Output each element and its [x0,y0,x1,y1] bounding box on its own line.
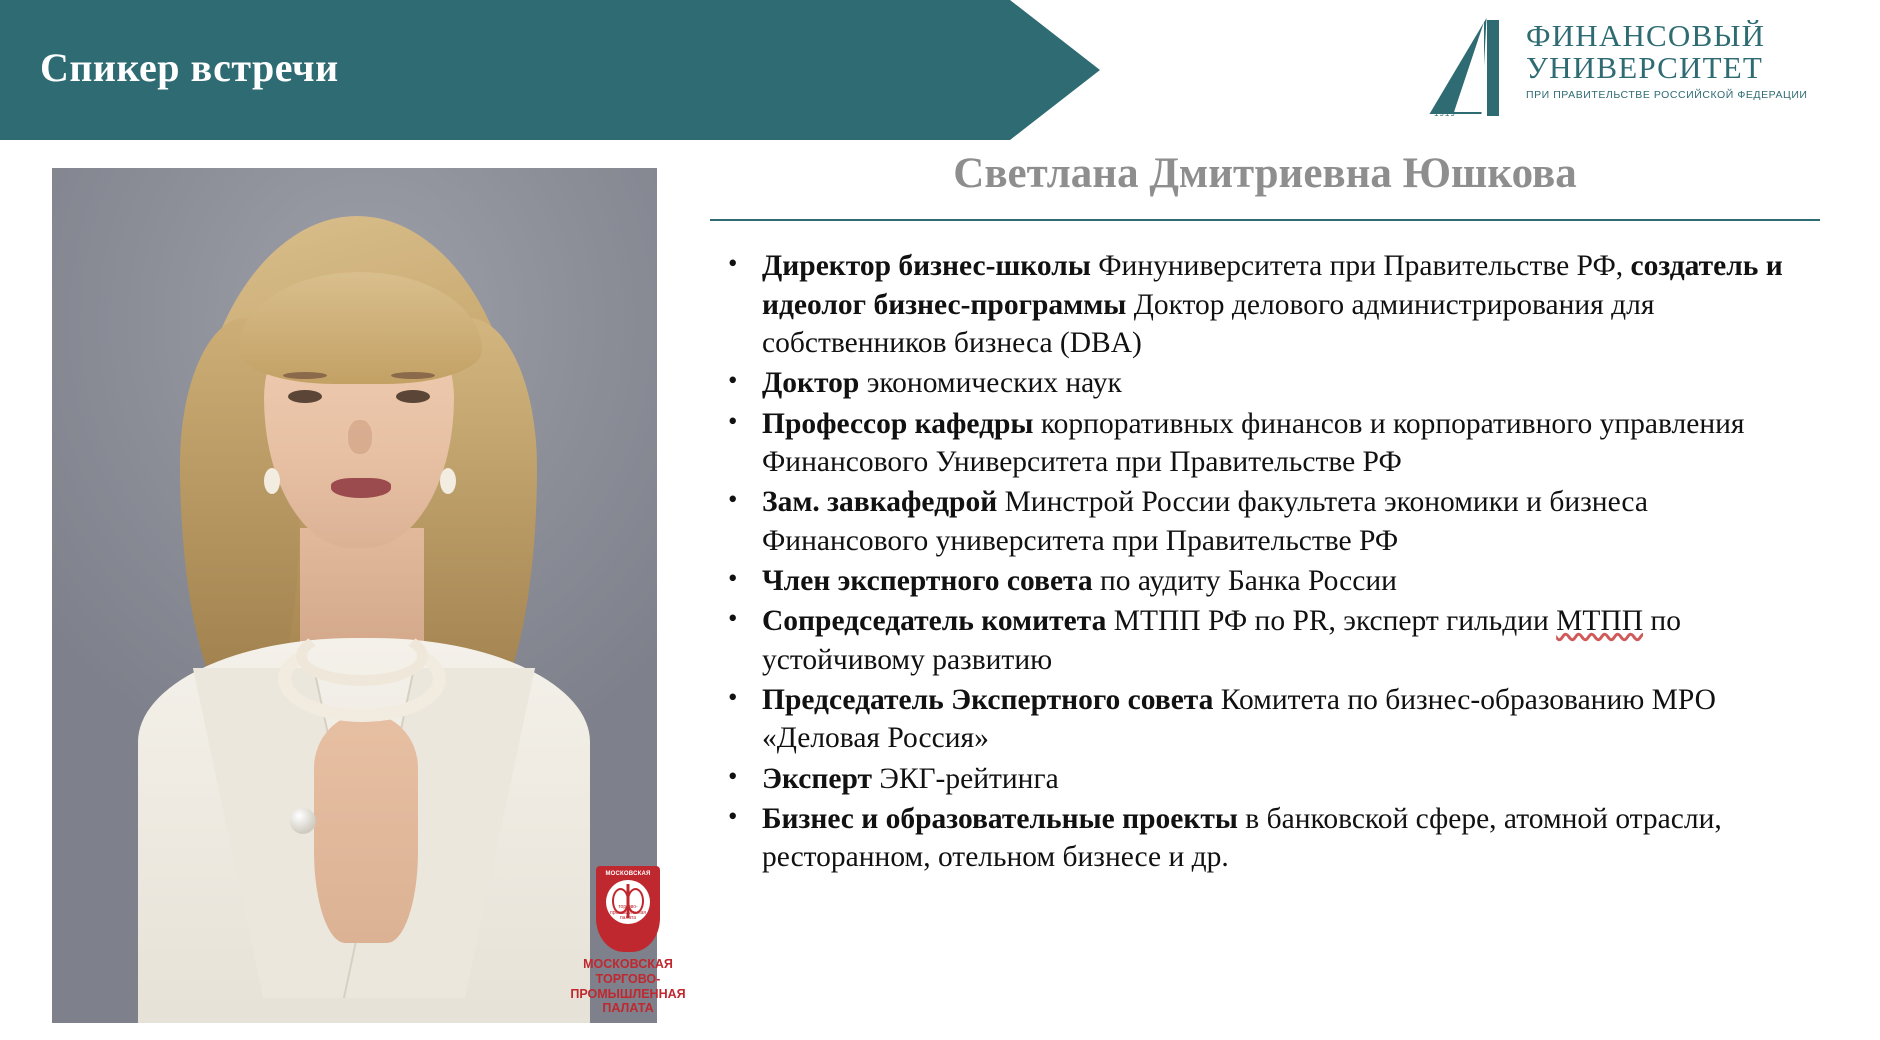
credential-text: по аудиту Банка России [1100,565,1397,598]
credential-text: Директор бизнес-школы [762,250,1099,283]
credential-text: Профессор кафедры [762,407,1041,440]
speaker-name: Светлана Дмитриевна Юшкова [953,150,1577,197]
credential-item [762,681,1820,758]
credential-text: по устойчивому развитию [762,605,1681,676]
credential-text: экономических наук [866,367,1122,400]
mtpp-caption-line3: ПАЛАТА [602,1001,654,1016]
university-logo-year: 1919 [1434,109,1456,118]
university-logo [1424,16,1844,134]
university-logo-line3: ПРИ ПРАВИТЕЛЬСТВЕ РОССИЙСКОЙ ФЕДЕРАЦИИ [1526,89,1808,102]
credential-text: создатель и идеолог бизнес-программы [762,250,1783,321]
credential-text: Финуниверситета при Правительстве РФ, [1098,250,1631,283]
credential-text: Доктор [762,367,867,400]
credential-text: корпоративных финансов и корпоративного управления Финансового Университета при Правительстве РФ [762,407,1745,479]
mtpp-caption-line2: ТОРГОВО-ПРОМЫШЛЕННАЯ [570,971,686,1001]
university-logo-line2: УНИВЕРСИТЕТ [1526,50,1764,86]
page-title: Спикер встречи [40,45,339,90]
credential-text: Зам. завкафедрой [762,486,1005,519]
university-emblem-icon [1424,16,1516,120]
credential-item [762,800,1820,877]
credential-text: МТПП [1556,605,1644,638]
credential-text: Член экспертного совета [762,565,1101,598]
university-logo-line1: ФИНАНСОВЫЙ [1526,18,1766,53]
credential-text: Сопредседатель комитета [762,605,1114,638]
credential-text: Эксперт [762,762,880,795]
credential-item [762,602,1820,679]
credential-item [762,364,1820,402]
credential-item [762,562,1820,600]
speaker-info-panel [700,150,1830,879]
speaker-credentials-list [700,247,1830,877]
credential-text: МТПП РФ по PR, эксперт гильдии [1113,605,1557,638]
credential-text: Минстрой России факультета экономики и бизнеса Финансового университета при Правительстве РФ [762,486,1648,557]
credential-item [762,483,1820,560]
name-divider [710,219,1820,221]
credential-text: в банковской сфере, атомной отрасли, ресторанном, отельном бизнесе и др. [762,803,1722,874]
mtpp-shield-icon: МОСКОВСКАЯ торгово- промышленная палата [596,866,660,952]
credential-item [762,405,1820,482]
credential-text: Председатель Экспертного совета [762,684,1221,717]
credential-text: Комитета по бизнес-образованию МРО «Деловая Россия» [762,684,1716,755]
credential-text: Бизнес и образовательные проекты [762,803,1246,836]
credential-text: ЭКГ-рейтинга [879,762,1059,795]
mtpp-shield-top-text: МОСКОВСКАЯ [605,871,651,877]
credential-item [762,760,1820,798]
mtpp-logo [553,866,703,1016]
mtpp-caption-line1: МОСКОВСКАЯ [583,957,673,971]
credential-item [762,247,1820,362]
credential-text: Доктор делового администрирования для собственников бизнеса (DBA) [762,288,1655,359]
